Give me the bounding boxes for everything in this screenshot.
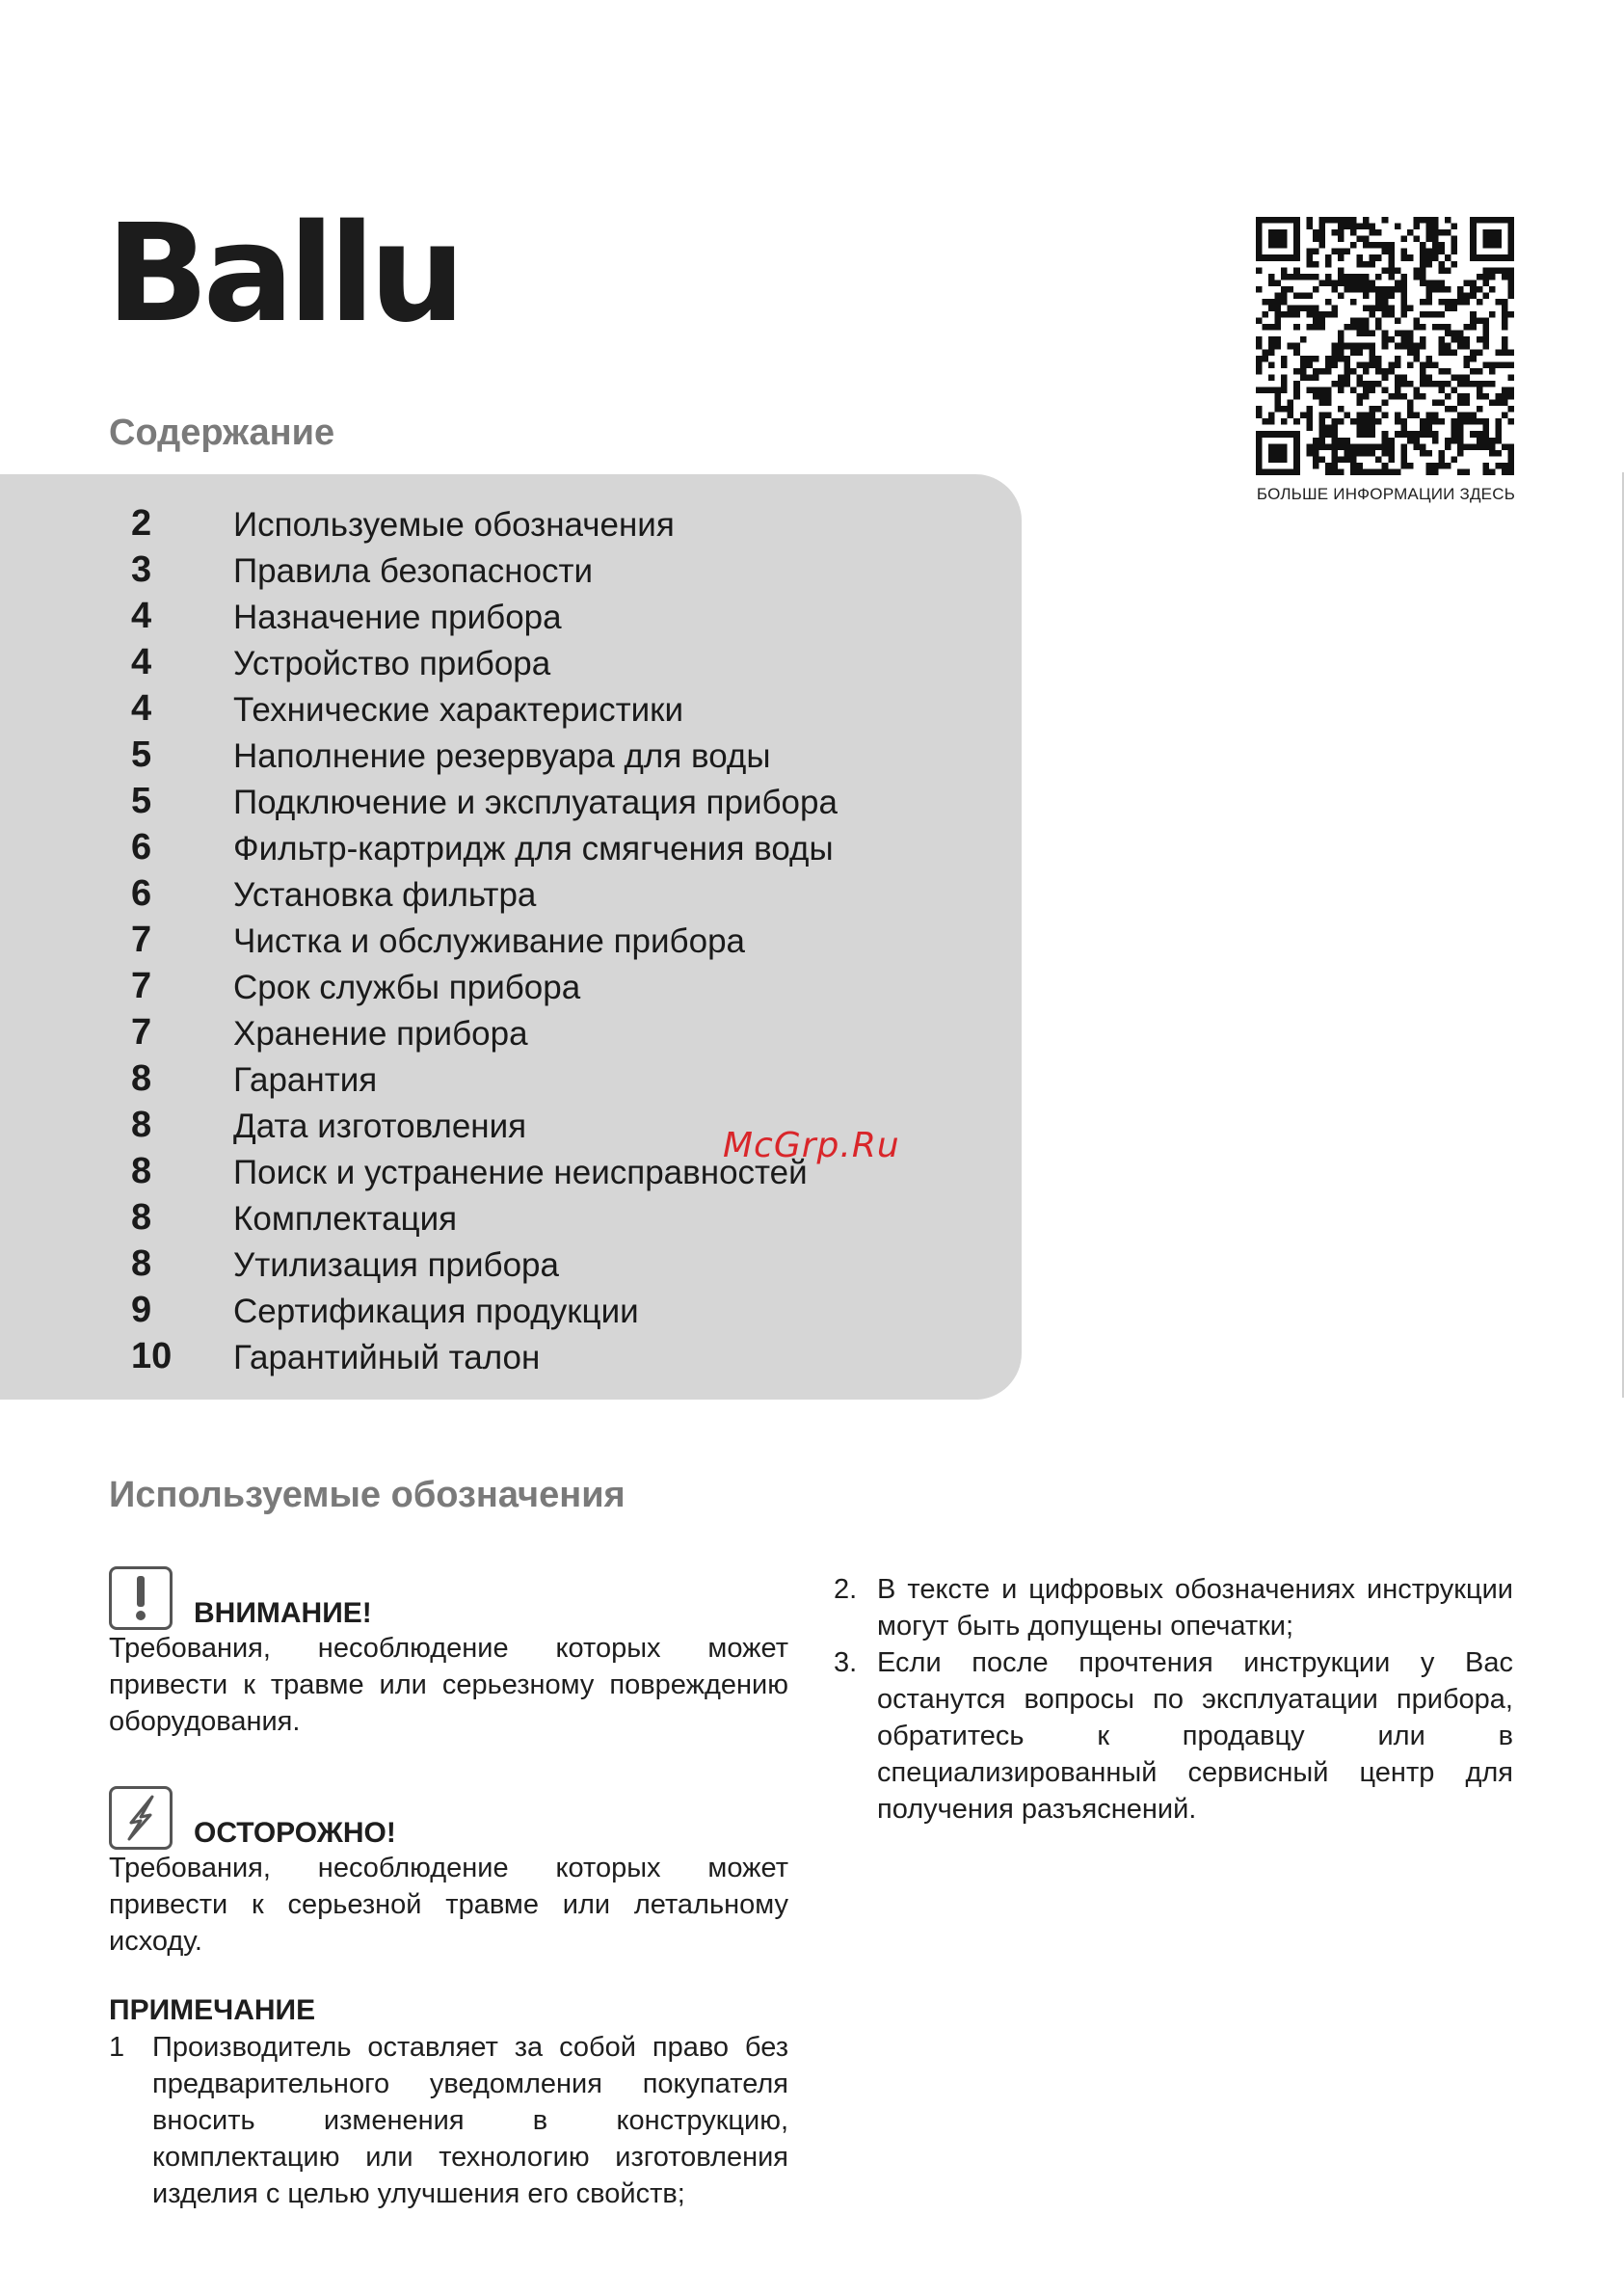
note-item [109, 2029, 788, 2212]
toc-page-number: 4 [131, 642, 152, 682]
toc-label: Правила безопасности [233, 552, 594, 590]
toc-label: Фильтр-картридж для смягчения воды [233, 830, 834, 868]
note-item-text: Производитель оставляет за собой право без предварительного уведомления покупателя вносить изменения в конструкцию, комплектацию или технологию изготовления изделия с целью улучшения его свойств; [152, 2032, 788, 2209]
toc-page-number: 8 [131, 1197, 152, 1238]
toc-item[interactable] [0, 964, 1022, 1010]
qr-code-block[interactable] [1256, 217, 1516, 504]
toc-page-number: 10 [131, 1336, 173, 1376]
toc-label: Срок службы прибора [233, 969, 581, 1006]
toc-item[interactable] [0, 547, 1022, 594]
toc-label: Хранение прибора [233, 1015, 528, 1053]
toc-label: Используемые обозначения [233, 506, 675, 544]
toc-page-number: 8 [131, 1243, 152, 1284]
symbols-right-column [834, 1571, 1513, 1828]
toc-page-number: 7 [131, 966, 152, 1006]
table-of-contents [0, 474, 1022, 1400]
toc-item[interactable] [0, 501, 1022, 547]
symbols-heading: Используемые обозначения [109, 1475, 626, 1515]
toc-label: Утилизация прибора [233, 1246, 559, 1284]
toc-page-number: 8 [131, 1151, 152, 1191]
note-item-number: 1 [109, 2032, 125, 2063]
exclamation-icon [109, 1566, 173, 1630]
toc-heading: Содержание [109, 413, 335, 453]
toc-label: Дата изготовления [233, 1108, 527, 1145]
toc-list [0, 501, 1022, 1380]
note-item-text: В тексте и цифровых обозначениях инструкции могут быть допущены опечатки; [877, 1574, 1513, 1642]
toc-page-number: 6 [131, 873, 152, 914]
attention-text: Требования, несоблюдение которых может привести к травме или серьезному повреждению оборудования. [109, 1633, 788, 1737]
toc-label: Сертификация продукции [233, 1293, 639, 1330]
note-item [834, 1571, 1513, 1644]
toc-page-number: 4 [131, 596, 152, 636]
toc-label: Назначение прибора [233, 599, 562, 636]
toc-page-number: 9 [131, 1290, 152, 1330]
caution-title: ОСТОРОЖНО! [194, 1817, 396, 1849]
attention-title: ВНИМАНИЕ! [194, 1597, 372, 1629]
toc-label: Чистка и обслуживание прибора [233, 922, 745, 960]
toc-item[interactable] [0, 825, 1022, 871]
toc-label: Гарантийный талон [233, 1339, 541, 1376]
toc-item[interactable] [0, 1241, 1022, 1288]
caution-text: Требования, несоблюдение которых может привести к серьезной травме или летальному исходу. [109, 1853, 788, 1957]
toc-page-number: 8 [131, 1058, 152, 1099]
toc-page-number: 7 [131, 1012, 152, 1053]
toc-item[interactable] [0, 918, 1022, 964]
toc-page-number: 5 [131, 781, 152, 821]
note-item-number: 2. [834, 1574, 858, 1605]
toc-label: Установка фильтра [233, 876, 537, 914]
toc-item[interactable] [0, 871, 1022, 918]
toc-item[interactable] [0, 1334, 1022, 1380]
toc-item[interactable] [0, 594, 1022, 640]
toc-item[interactable] [0, 779, 1022, 825]
caution-block [109, 1776, 788, 1960]
toc-label: Гарантия [233, 1061, 378, 1099]
toc-item[interactable] [0, 1056, 1022, 1103]
note-title: ПРИМЕЧАНИЕ [109, 1994, 316, 2026]
toc-item[interactable] [0, 1010, 1022, 1056]
qr-code-icon[interactable] [1256, 217, 1514, 475]
toc-label: Подключение и эксплуатация прибора [233, 784, 838, 821]
toc-label: Поиск и устранение неисправностей [233, 1154, 808, 1191]
qr-caption: БОЛЬШЕ ИНФОРМАЦИИ ЗДЕСЬ [1256, 485, 1516, 503]
note-item-text: Если после прочтения инструкции у Вас останутся вопросы по эксплуатации прибора, обратитесь к продавцу или в специализированный сервисный центр для получения разъяснений. [877, 1647, 1513, 1825]
toc-label: Устройство прибора [233, 645, 551, 682]
toc-item[interactable] [0, 686, 1022, 733]
symbols-left-column [109, 1557, 788, 2212]
toc-page-number: 2 [131, 503, 152, 544]
toc-page-number: 7 [131, 920, 152, 960]
toc-page-number: 6 [131, 827, 152, 868]
toc-label: Технические характеристики [233, 691, 684, 729]
toc-item[interactable] [0, 733, 1022, 779]
watermark: McGrp.Ru [723, 1126, 900, 1165]
toc-label: Комплектация [233, 1200, 458, 1238]
toc-item[interactable] [0, 640, 1022, 686]
note-item-number: 3. [834, 1647, 858, 1678]
toc-item[interactable] [0, 1288, 1022, 1334]
toc-page-number: 5 [131, 734, 152, 775]
toc-label: Наполнение резервуара для воды [233, 737, 771, 775]
lightning-icon [109, 1786, 173, 1850]
toc-page-number: 8 [131, 1105, 152, 1145]
note-item [834, 1644, 1513, 1828]
toc-page-number: 3 [131, 549, 152, 590]
brand-logo: Ballu [106, 196, 460, 353]
toc-page-number: 4 [131, 688, 152, 729]
attention-block [109, 1557, 788, 1740]
toc-item[interactable] [0, 1195, 1022, 1241]
